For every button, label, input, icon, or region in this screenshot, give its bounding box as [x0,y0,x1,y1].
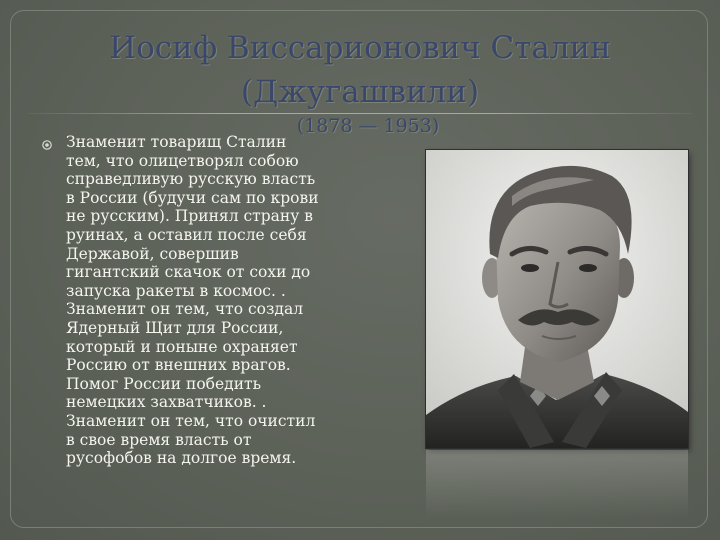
photo-reflection [426,450,688,530]
slide-title-line2: (Джугашвили) [240,74,480,110]
body-text: Знаменит товарищ Сталин тем, что олицетворял собою справедливую русскую власть в России (будучи сам по крови не русским). Принял страну в руинах, а оставил после себя Державой, совершив гигантский скачок от сохи до запуска ракеты в космос. . Знаменит он тем, что создал Ядерный Щит для России, который и поныне охраняет Россию от внешних врагов. Помог России победить немецких захватчиков. . Знаменит он тем, что очистил в свое время власть от русофобов на долгое время. [66,133,319,468]
slide-years: (1878 — 1953) [296,115,440,137]
portrait-illustration [426,150,688,448]
slide-title-line1: Иосиф Виссарионович Сталин [109,30,611,66]
bullet-icon [42,140,52,150]
portrait-photo [426,150,688,448]
